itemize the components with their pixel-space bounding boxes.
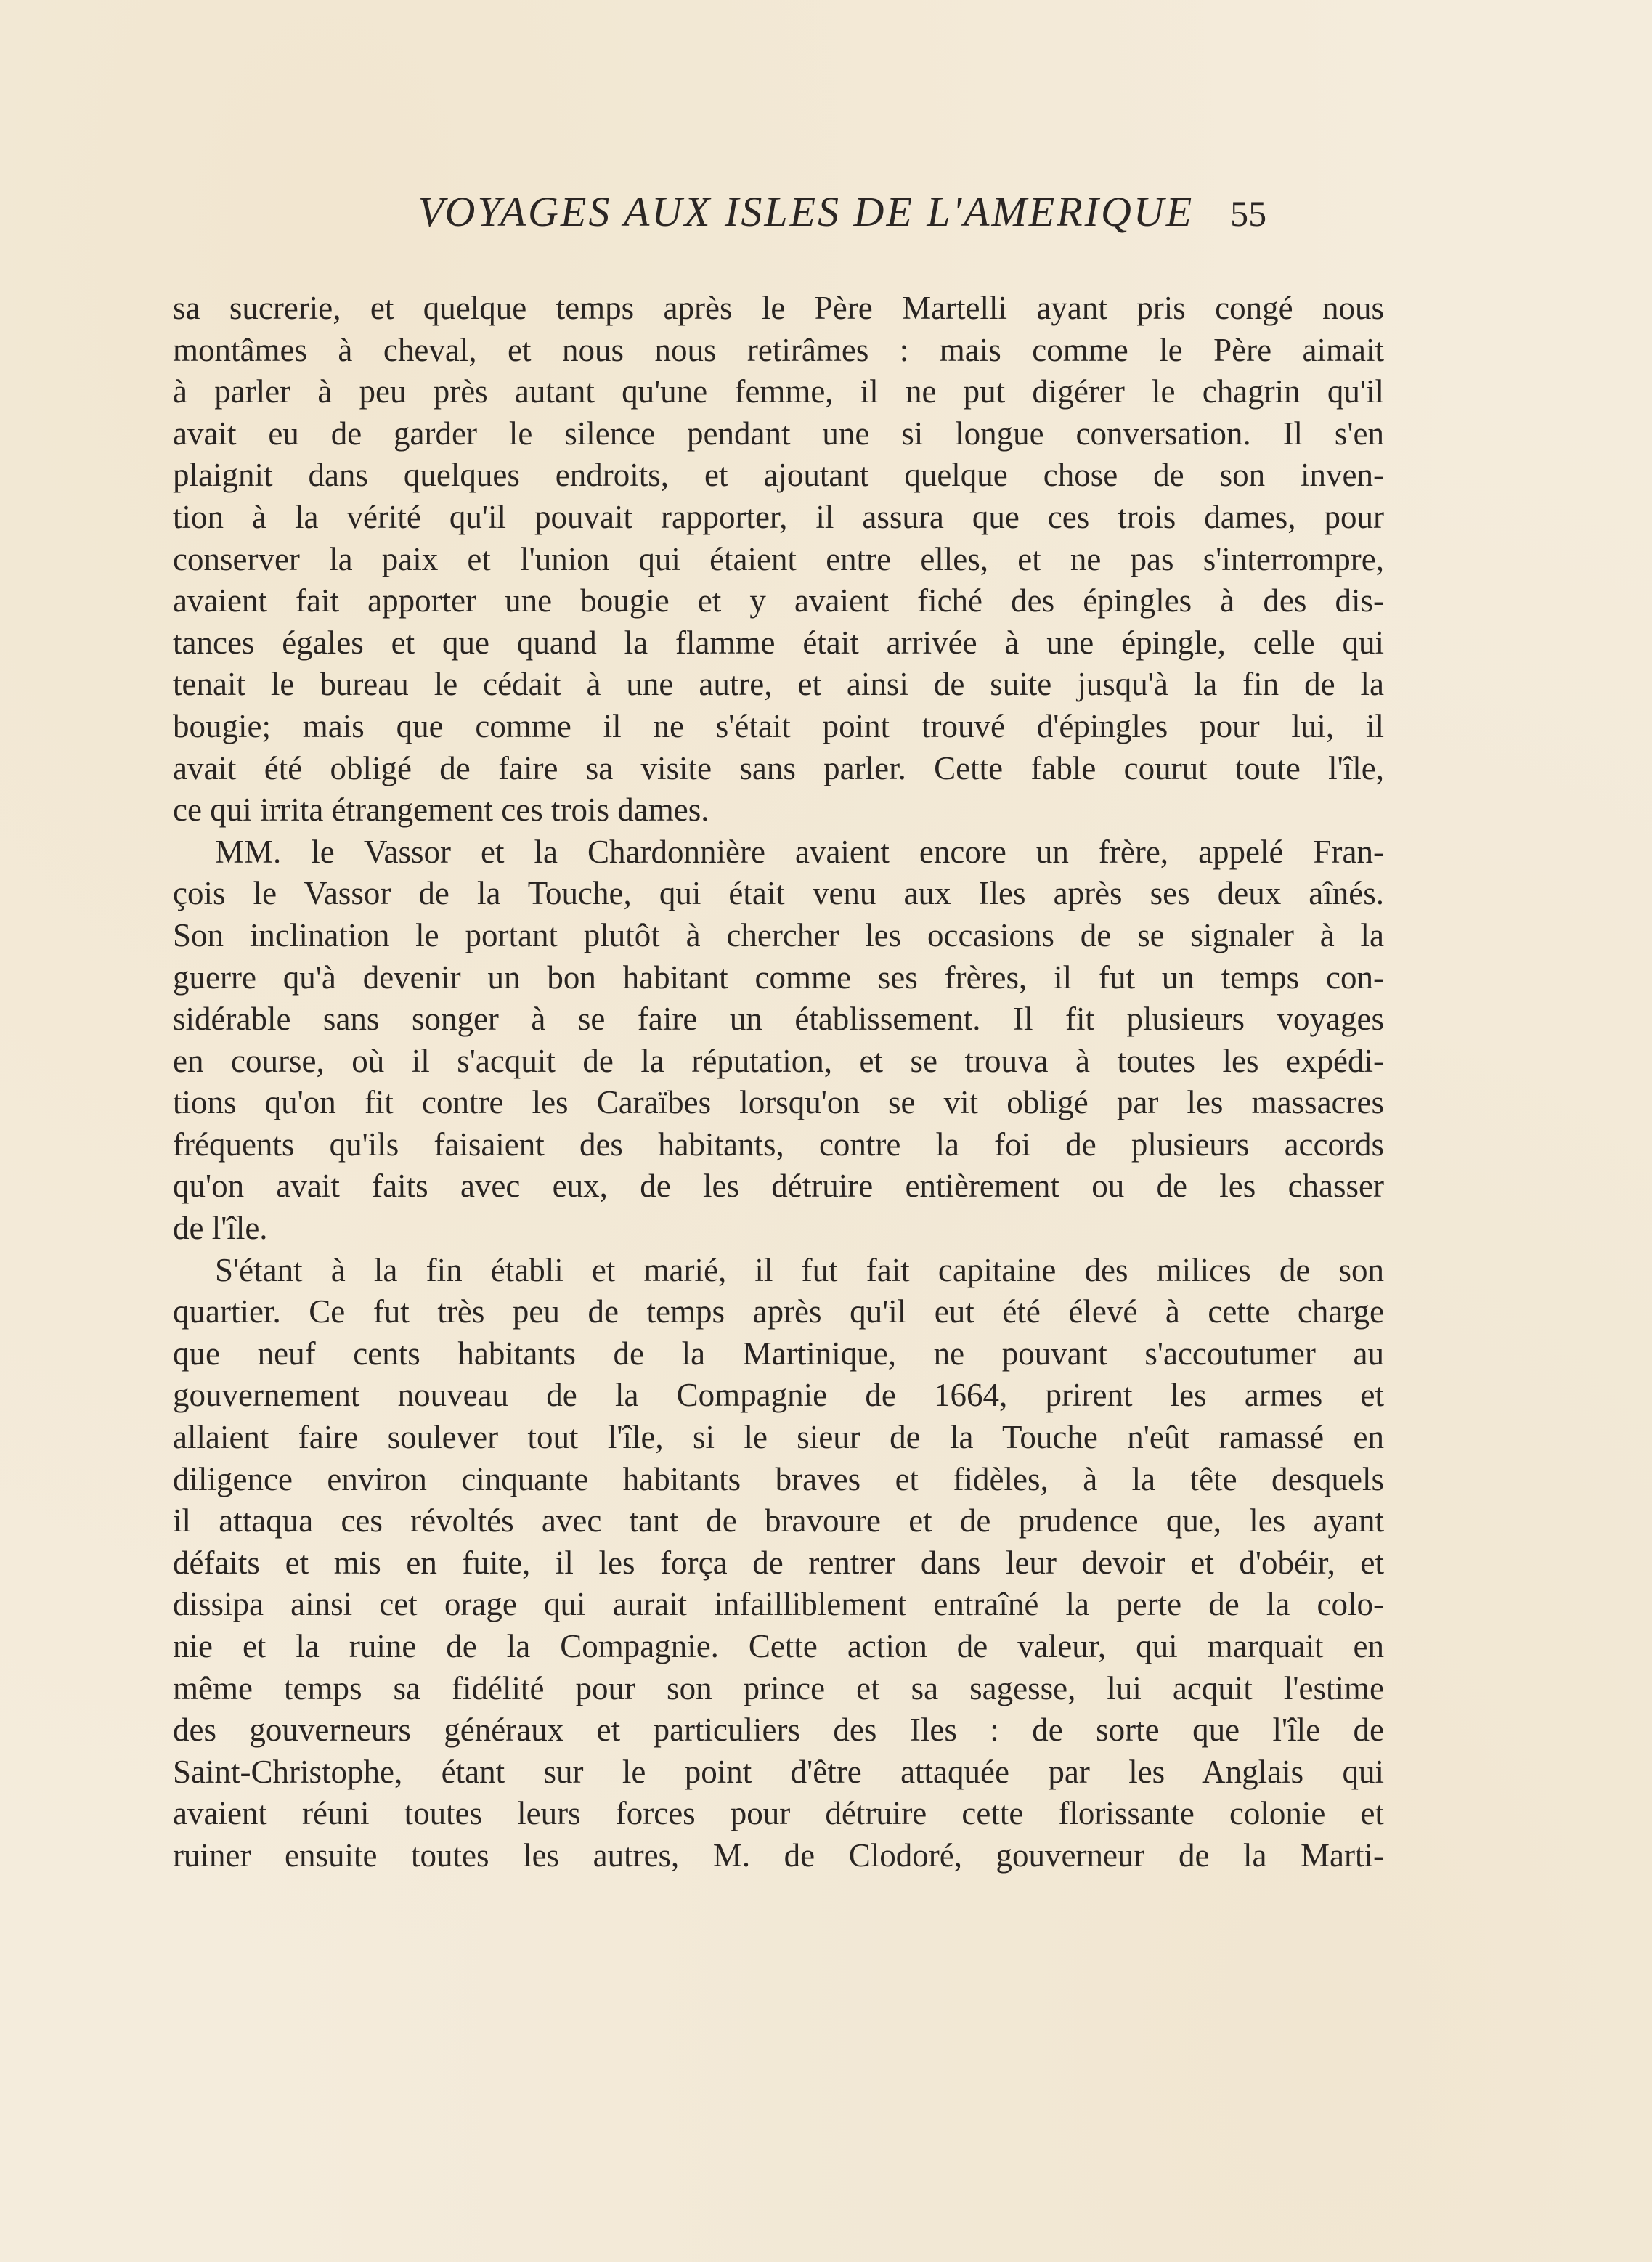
paragraph-3 <box>173 1250 1384 1877</box>
text-line: Son inclination le portant plutôt à chercher les occasions de se signaler à la <box>173 916 1384 953</box>
text-line: ruiner ensuite toutes les autres, M. de Clodoré, gouverneur de la Marti- <box>173 1836 1384 1874</box>
text-line: avait eu de garder le silence pendant une si longue conversation. Il s'en <box>173 415 1384 452</box>
text-line: diligence environ cinquante habitants braves et fidèles, à la tête desquels <box>173 1460 1384 1497</box>
running-title: VOYAGES AUX ISLES DE L'AMERIQUE <box>418 188 1195 235</box>
text-line: que neuf cents habitants de la Martinique, ne pouvant s'accoutumer au <box>173 1335 1384 1372</box>
text-line: avait été obligé de faire sa visite sans parler. Cette fable courut toute l'île, <box>173 749 1384 786</box>
text-line: nie et la ruine de la Compagnie. Cette action de valeur, qui marquait en <box>173 1628 1384 1664</box>
text-line: en course, où il s'acquit de la réputation, et se trouva à toutes les expédi- <box>173 1042 1384 1079</box>
text-line: tion à la vérité qu'il pouvait rapporter, il assura que ces trois dames, pour <box>173 498 1384 535</box>
paragraph-1 <box>173 288 1384 831</box>
page-number: 55 <box>1230 193 1267 234</box>
body-text <box>173 288 1384 1877</box>
text-line: qu'on avait faits avec eux, de les détruire entièrement ou de les chasser <box>173 1168 1384 1205</box>
text-line: guerre qu'à devenir un bon habitant comme ses frères, il fut un temps con- <box>173 959 1384 996</box>
text-line: conserver la paix et l'union qui étaient entre elles, et ne pas s'interrompre, <box>173 540 1384 577</box>
text-line: défaits et mis en fuite, il les força de rentrer dans leur devoir et d'obéir, et <box>173 1544 1384 1581</box>
text-line: bougie; mais que comme il ne s'était point trouvé d'épingles pour lui, il <box>173 707 1384 744</box>
text-line: tenait le bureau le cédait à une autre, et ainsi de suite jusqu'à la fin de la <box>173 666 1384 703</box>
text-line: de l'île. <box>173 1210 268 1247</box>
text-line: montâmes à cheval, et nous nous retirâmes : mais comme le Père aimait <box>173 331 1384 368</box>
text-line: Saint-Christophe, étant sur le point d'être attaquée par les Anglais qui <box>173 1753 1384 1790</box>
text-line: plaignit dans quelques endroits, et ajoutant quelque chose de son inven- <box>173 457 1384 494</box>
text-line: allaient faire soulever tout l'île, si le sieur de la Touche n'eût ramassé en <box>173 1419 1384 1456</box>
text-line: tions qu'on fit contre les Caraïbes lorsqu'on se vit obligé par les massacres <box>173 1084 1384 1121</box>
text-line: même temps sa fidélité pour son prince et sa sagesse, lui acquit l'estime <box>173 1669 1384 1706</box>
text-line: MM. le Vassor et la Chardonnière avaient encore un frère, appelé Fran- <box>215 833 1384 870</box>
text-line: ce qui irrita étrangement ces trois dames. <box>173 792 709 829</box>
text-line: sa sucrerie, et quelque temps après le Père Martelli ayant pris congé nous <box>173 290 1384 326</box>
running-head <box>290 187 1394 245</box>
text-line: à parler à peu près autant qu'une femme, il ne put digérer le chagrin qu'il <box>173 373 1384 410</box>
text-line: avaient fait apporter une bougie et y avaient fiché des épingles à des dis- <box>173 582 1384 619</box>
text-line: fréquents qu'ils faisaient des habitants, contre la foi de plusieurs accords <box>173 1126 1384 1163</box>
text-line: il attaqua ces révoltés avec tant de bravoure et de prudence que, les ayant <box>173 1502 1384 1539</box>
text-line: S'étant à la fin établi et marié, il fut fait capitaine des milices de son <box>215 1251 1384 1288</box>
text-line: quartier. Ce fut très peu de temps après qu'il eut été élevé à cette charge <box>173 1293 1384 1330</box>
text-line: avaient réuni toutes leurs forces pour détruire cette florissante colonie et <box>173 1795 1384 1832</box>
text-line: gouvernement nouveau de la Compagnie de 1664, prirent les armes et <box>173 1377 1384 1414</box>
text-line: dissipa ainsi cet orage qui aurait infailliblement entraîné la perte de la colo- <box>173 1586 1384 1623</box>
text-line: des gouverneurs généraux et particuliers des Iles : de sorte que l'île de <box>173 1712 1384 1749</box>
text-line: tances égales et que quand la flamme était arrivée à une épingle, celle qui <box>173 624 1384 661</box>
text-line: sidérable sans songer à se faire un établissement. Il fit plusieurs voyages <box>173 1001 1384 1038</box>
text-line: çois le Vassor de la Touche, qui était venu aux Iles après ses deux aînés. <box>173 875 1384 912</box>
paragraph-2 <box>173 831 1384 1250</box>
